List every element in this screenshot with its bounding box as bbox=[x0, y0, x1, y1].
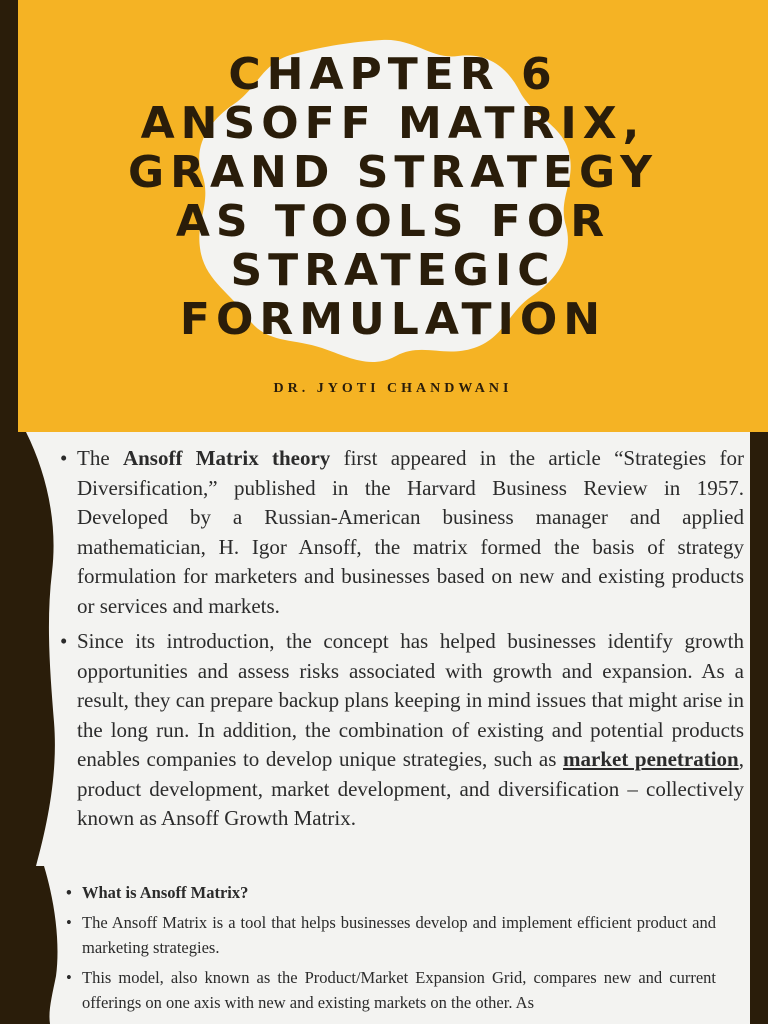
text-run: The bbox=[77, 446, 123, 470]
list-item bbox=[58, 444, 744, 621]
list-item: • This model, also known as the Product/Market Expansion Grid, compares new and current offerings on one axis with new and existing markets on the other. As bbox=[64, 965, 716, 1015]
wavy-left-border bbox=[0, 866, 70, 1024]
bold-term: Ansoff Matrix theory bbox=[122, 446, 331, 470]
list-item bbox=[58, 627, 744, 834]
text-run: Since its introduction, the concept has helped businesses identify growth opportunities and assess risks associated with growth and expansion. As a result, they can prepare backup plans keeping in mind issues that might arise in the long run. In addition, the combination of existing and potential products enables companies to develop unique strategies, such as bbox=[77, 629, 744, 771]
title-line: GRAND STRATEGY bbox=[127, 147, 658, 198]
title-line: ANSOFF MATRIX, bbox=[140, 98, 646, 149]
title-line: AS TOOLS FOR STRATEGIC bbox=[175, 196, 611, 296]
slide-title bbox=[18, 50, 768, 344]
list-item: • What is Ansoff Matrix? bbox=[64, 880, 716, 905]
title-line: CHAPTER 6 bbox=[228, 49, 558, 100]
content-slide-ansoff-history bbox=[0, 432, 768, 866]
author-name: DR. JYOTI CHANDWANI bbox=[273, 381, 513, 396]
bullet-list bbox=[58, 444, 744, 840]
text-run: , product development, market development, and diversification – collectively known as Ansoff Growth Matrix. bbox=[77, 747, 744, 830]
text-run: first appeared in the article “Strategies for Diversification,” published in the Harvard Business Review in 1957. Developed by a Russian-American business manager and applied mathematician, H. Igor Ansoff, the matrix formed the basis of strategy formulation for marketers and businesses based on new and existing products or services and markets. bbox=[77, 446, 744, 618]
bullet-list bbox=[64, 880, 716, 1020]
title-slide bbox=[0, 0, 768, 432]
content-slide-what-is-ansoff bbox=[0, 866, 768, 1024]
right-edge-strip bbox=[750, 432, 768, 866]
right-edge-strip bbox=[750, 866, 768, 1024]
title-line: FORMULATION bbox=[179, 294, 607, 345]
market-penetration-link[interactable]: market penetration bbox=[563, 747, 739, 771]
left-accent-bar bbox=[0, 0, 18, 432]
list-item: • The Ansoff Matrix is a tool that helps businesses develop and implement efficient product and marketing strategies. bbox=[64, 910, 716, 960]
